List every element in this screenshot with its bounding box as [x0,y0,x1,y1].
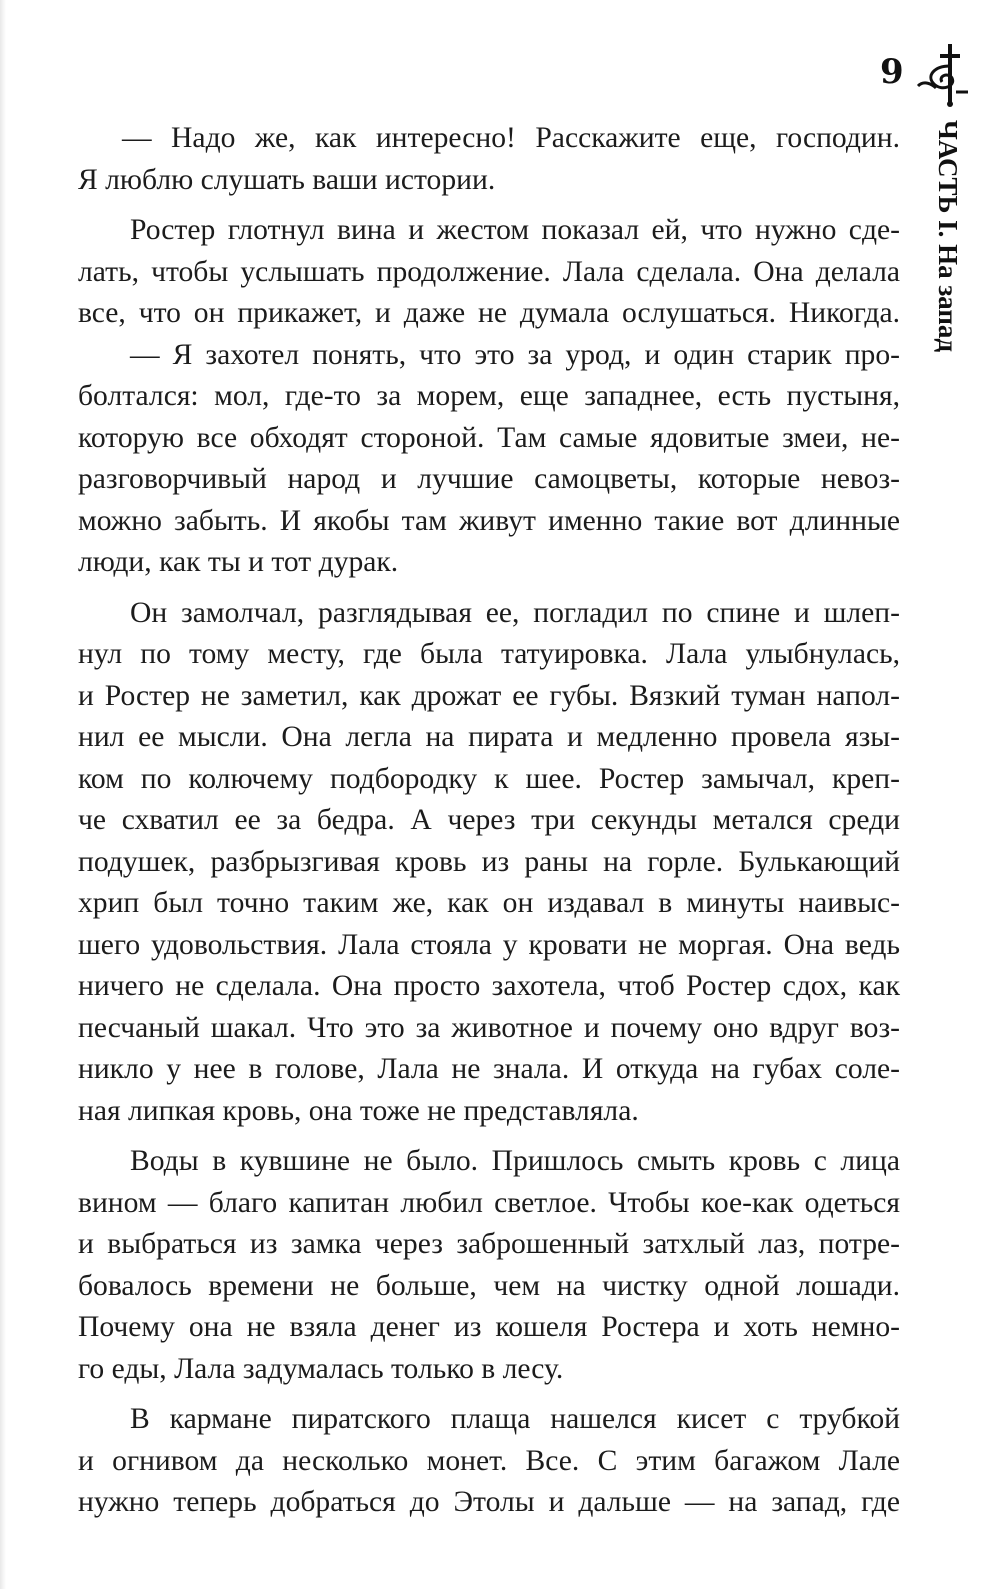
text-line: бовалось времени не больше, чем на чистку одной лошади. [78,1269,900,1302]
paragraph-gap [78,1132,900,1141]
text-line: песчаный шакал. Что это за животное и почему оно вдруг воз- [78,1011,900,1044]
text-line: которую все обходят стороной. Там самые ядовитые змеи, не- [78,421,900,454]
text-line: ная липкая кровь, она тоже не представляла. [78,1094,639,1127]
text-line: болтался: мол, где-то за морем, еще западнее, есть пустыня, [78,380,900,412]
text-line: разговорчивый народ и лучшие самоцветы, которые невоз- [78,463,900,495]
text-line: го еды, Лала задумалась только в лесу. [78,1352,564,1385]
text-line: нил ее мысли. Она легла на пирата и медленно провела язы- [78,721,900,753]
paragraph-gap [78,584,900,593]
text-line: вином — благо капитан любил светлое. Чтобы кое-как одеться [78,1186,900,1219]
page-number: 9 [880,52,904,92]
text-line: хрип был точно таким же, как он издавал в минуты наивыс- [78,887,900,919]
page-edge-shadow [0,0,6,1589]
text-line: Воды в кувшине не было. Пришлось смыть кровь с лица [130,1145,900,1177]
text-line: Ростер глотнул вина и жестом показал ей, что нужно сде- [130,214,900,246]
paragraph-gap [78,1390,900,1399]
text-line: че схватил ее за бедра. А через три секунды метался среди [78,804,900,836]
text-line: люди, как ты и тот дурак. [78,546,399,578]
text-line: шего удовольствия. Лала стояла у кровати не моргая. Она ведь [78,928,900,961]
running-head-text: ЧАСТЬ I. На запад [933,120,963,353]
text-line: Я люблю слушать ваши истории. [78,163,496,196]
dagger-flourish-icon [912,42,974,112]
text-line: Он замолчал, разглядывая ее, погладил по спине и шлеп- [130,596,900,629]
body-text [78,118,900,1524]
text-line: — Я захотел понять, что это за урод, и один старик про- [130,338,900,371]
text-line: ничего не сделала. Она просто захотела, чтоб Ростер сдох, как [78,970,900,1002]
text-line: и Ростер не заметил, как дрожат ее губы. Вязкий туман напол- [78,679,900,712]
text-line: и выбраться из замка через заброшенный затхлый лаз, потре- [78,1228,900,1260]
text-line: ком по колючему подбородку к шее. Ростер замычал, креп- [78,762,900,795]
text-line: все, что он прикажет, и даже не думала ослушаться. Никогда. [78,297,900,329]
text-line: лать, чтобы услышать продолжение. Лала сделала. Она делала [78,255,900,288]
text-line: Почему она не взяла денег из кошеля Ростера и хоть немно- [78,1311,900,1343]
text-line: нужно теперь добраться до Этолы и дальше — на запад, где [78,1486,900,1518]
text-line: В кармане пиратского плаща нашелся кисет с трубкой [130,1403,900,1435]
text-line: — Надо же, как интересно! Расскажите еще, господин. [122,122,900,154]
text-line: никло у нее в голове, Лала не знала. И откуда на губах соле- [78,1053,900,1085]
text-line: и огнивом да несколько монет. Все. С этим багажом Лале [78,1444,900,1477]
text-line: можно забыть. И якобы там живут именно такие вот длинные [78,504,900,537]
text-line: подушек, разбрызгивая кровь из раны на горле. Булькающий [78,845,900,878]
paragraph-gap [78,201,900,210]
text-line: нул по тому месту, где была татуировка. Лала улыбнулась, [78,638,900,670]
running-head [928,120,968,420]
